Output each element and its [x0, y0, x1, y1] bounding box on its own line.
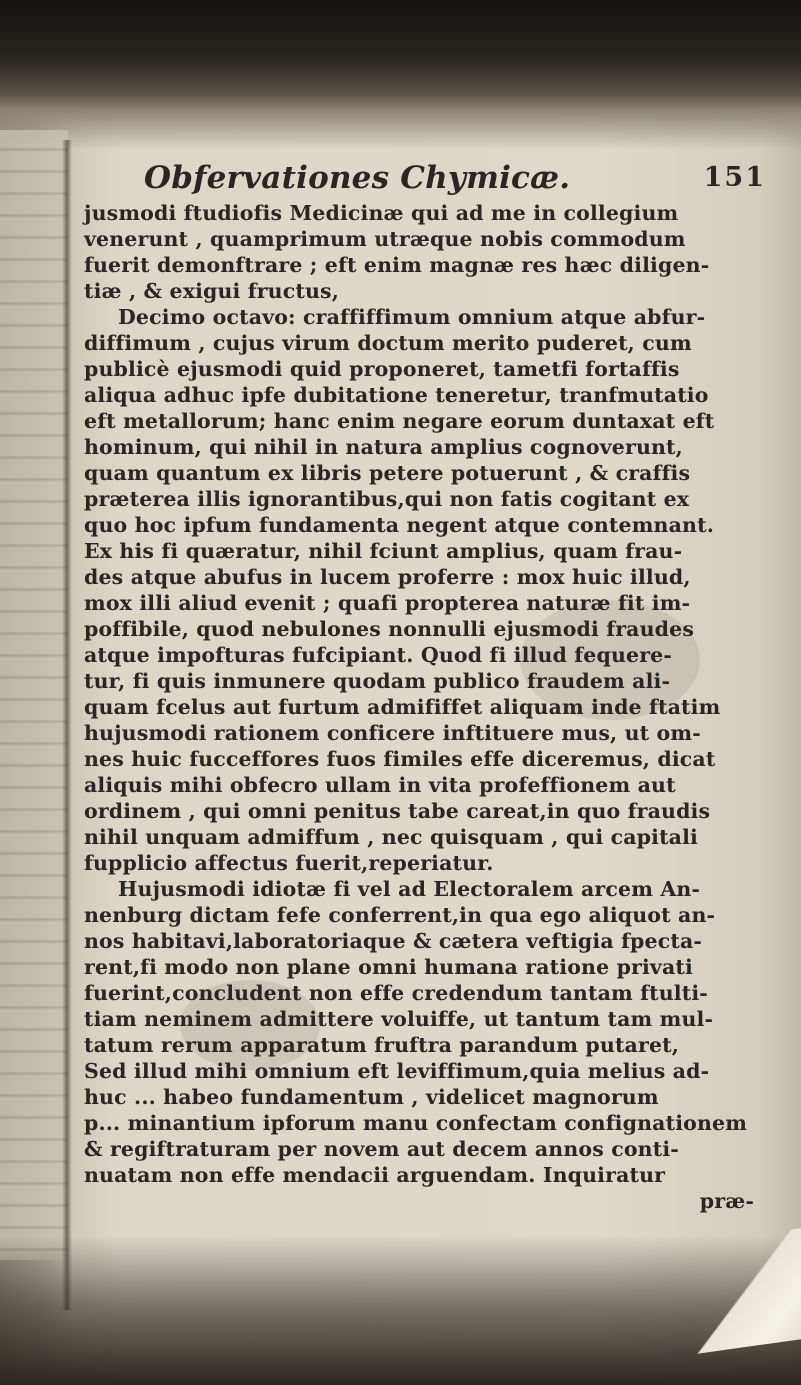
running-head: [84, 160, 774, 200]
text-line: diffimum , cujus virum doctum merito puderet, cum: [84, 331, 692, 355]
text-line: des atque abufus in lucem proferre : mox huic illud,: [84, 565, 691, 589]
text-line: hominum, qui nihil in natura amplius cognoverunt,: [84, 435, 683, 459]
text-line: rent,fi modo non plane omni humana ratione privati: [84, 955, 693, 979]
catchword: præ-: [699, 1189, 754, 1213]
text-line: & regiftraturam per novem aut decem annos conti-: [84, 1137, 679, 1161]
book-gutter: [62, 140, 72, 1310]
text-line: Hujusmodi idiotæ fi vel ad Electoralem arcem An-: [118, 877, 701, 901]
text-line: tatum rerum apparatum fruftra parandum putaret,: [84, 1033, 680, 1057]
text-line: fuerit demonftrare ; eft enim magnæ res hæc diligen-: [84, 253, 710, 277]
text-line: p... minantium ipforum manu confectam confignationem: [84, 1111, 748, 1135]
text-line: præterea illis ignorantibus,qui non fatis cogitant ex: [84, 487, 690, 511]
text-line: nos habitavi,laboratoriaque & cætera veftigia fpecta-: [84, 929, 703, 953]
running-head-title: Obfervationes Chymicæ.: [144, 160, 571, 196]
text-line: nihil unquam admiffum , nec quisquam , qui capitali: [84, 825, 698, 849]
text-line: hujusmodi rationem conficere inftituere mus, ut om-: [84, 721, 701, 745]
text-line: nenburg dictam fefe conferrent,in qua ego aliquot an-: [84, 903, 716, 927]
body-text: [84, 200, 774, 1214]
text-line: nuatam non effe mendacii arguendam. Inquiratur: [84, 1163, 666, 1187]
previous-page-edge: [0, 130, 68, 1260]
page-corner: [674, 1225, 801, 1355]
text-line: eft metallorum; hanc enim negare eorum duntaxat eft: [84, 409, 715, 433]
text-line: tur, fi quis inmunere quodam publico fraudem ali-: [84, 669, 671, 693]
text-line: nes huic fucceffores fuos fimiles effe diceremus, dicat: [84, 747, 716, 771]
text-line: fuerint,concludent non effe credendum tantam ftulti-: [84, 981, 708, 1005]
text-line: huc ... habeo fundamentum , videlicet magnorum: [84, 1085, 659, 1109]
text-line: publicè ejusmodi quid proponeret, tametfi fortaffis: [84, 357, 680, 381]
text-line: quam fcelus aut furtum admififfet aliquam inde ftatim: [84, 695, 721, 719]
text-line: poffibile, quod nebulones nonnulli ejusmodi fraudes: [84, 617, 695, 641]
text-line: quam quantum ex libris petere potuerunt , & craffis: [84, 461, 691, 485]
text-line: fupplicio affectus fuerit,reperiatur.: [84, 851, 494, 875]
text-line: atque impofturas fufcipiant. Quod fi illud fequere-: [84, 643, 673, 667]
page-number: 151: [703, 162, 766, 193]
text-line: jusmodi ftudiofis Medicinæ qui ad me in collegium: [84, 201, 679, 225]
text-line: Decimo octavo: craffiffimum omnium atque abfur-: [118, 305, 706, 329]
text-block: [84, 160, 774, 1220]
text-line: tiam neminem admittere voluiffe, ut tantum tam mul-: [84, 1007, 714, 1031]
text-line: tiæ , & exigui fructus,: [84, 279, 340, 303]
text-line: aliqua adhuc ipfe dubitatione teneretur, tranfmutatio: [84, 383, 709, 407]
text-line: Sed illud mihi omnium eft leviffimum,quia melius ad-: [84, 1059, 710, 1083]
text-line: venerunt , quamprimum utræque nobis commodum: [84, 227, 686, 251]
text-line: quo hoc ipfum fundamenta negent atque contemnant.: [84, 513, 715, 537]
text-line: mox illi aliud evenit ; quafi propterea naturæ fit im-: [84, 591, 691, 615]
text-line: Ex his fi quæratur, nihil fciunt amplius, quam frau-: [84, 539, 683, 563]
text-line: ordinem , qui omni penitus tabe careat,in quo fraudis: [84, 799, 711, 823]
text-line: aliquis mihi obfecro ullam in vita profeffionem aut: [84, 773, 676, 797]
